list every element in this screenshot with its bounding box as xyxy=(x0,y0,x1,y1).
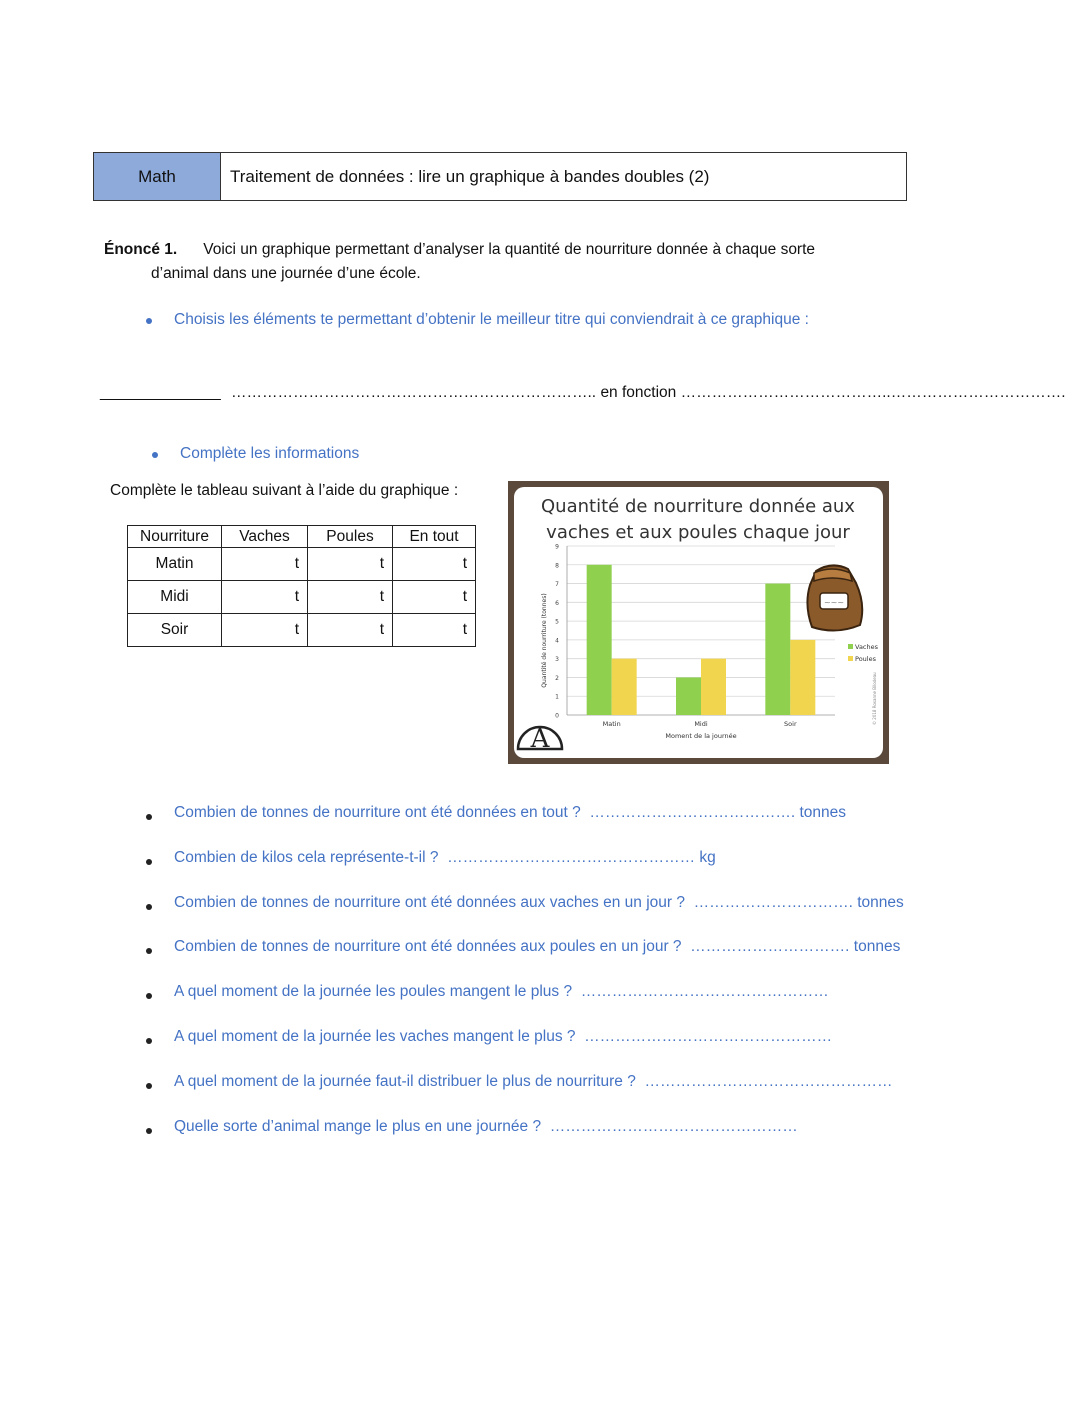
bullet-icon xyxy=(146,1038,152,1044)
y-tick-label: 0 xyxy=(555,712,559,720)
y-tick-label: 6 xyxy=(555,599,559,607)
question-item xyxy=(174,849,716,867)
y-tick-label: 1 xyxy=(555,693,559,701)
column-header: En tout xyxy=(393,526,476,548)
answer-blank[interactable]: …………………………. tonnes xyxy=(681,938,901,956)
instruction-title: Choisis les éléments te permettant d’obtenir le meilleur titre qui conviendrait à ce graphique : xyxy=(174,311,809,328)
bullet-icon xyxy=(146,948,152,954)
table-cell-input[interactable]: t xyxy=(393,614,476,647)
table-header-row xyxy=(128,526,476,548)
bar-vaches-soir xyxy=(765,584,790,715)
header-table xyxy=(93,152,907,201)
column-header: Vaches xyxy=(222,526,308,548)
food-sack-icon xyxy=(807,565,862,630)
enonce-line2: d’animal dans une journée d’une école. xyxy=(151,264,421,282)
question-text: Quelle sorte d’animal mange le plus en une journée ? xyxy=(174,1117,542,1135)
title-fill-line xyxy=(100,384,1066,402)
question-item xyxy=(174,938,900,956)
row-label: Soir xyxy=(128,614,222,647)
chart-title-line-2: vaches et aux poules chaque jour xyxy=(546,522,850,543)
title-dots-2[interactable]: …………………………………..……………………………. xyxy=(680,384,1066,401)
subject-cell: Math xyxy=(94,153,221,200)
answer-blank[interactable]: ………………………………………… xyxy=(572,983,829,1001)
answer-blank[interactable]: …………………………. tonnes xyxy=(685,893,904,911)
question-text: Combien de kilos cela représente-t-il ? xyxy=(174,848,439,866)
table-cell-input[interactable]: t xyxy=(393,581,476,614)
question-item xyxy=(174,1073,892,1091)
bullet-icon xyxy=(146,1083,152,1089)
answer-blank[interactable]: ………………………………………… xyxy=(575,1028,833,1045)
x-tick-label: Midi xyxy=(694,720,708,728)
chart-panel xyxy=(514,487,883,758)
title-blank[interactable]: ______________ xyxy=(100,384,221,401)
table-row xyxy=(128,581,476,614)
question-text: A quel moment de la journée les poules mangent le plus ? xyxy=(174,983,573,1001)
legend-label: Vaches xyxy=(855,643,879,651)
question-item xyxy=(174,894,904,912)
bar-vaches-matin xyxy=(587,565,612,715)
table-cell-input[interactable]: t xyxy=(308,548,393,581)
answer-blank[interactable]: …………………………………. tonnes xyxy=(580,804,846,821)
table-cell-input[interactable]: t xyxy=(222,548,308,581)
table-cell-input[interactable]: t xyxy=(393,548,476,581)
bar-vaches-midi xyxy=(676,677,701,715)
y-tick-label: 3 xyxy=(555,656,559,664)
bullet-icon xyxy=(146,814,152,820)
chart-credit: © 2018 Roxanne Bilodeau xyxy=(872,672,877,725)
y-tick-label: 5 xyxy=(555,618,559,626)
column-header: Nourriture xyxy=(128,526,222,548)
y-axis-label: Quantité de nourriture (tonnes) xyxy=(541,593,548,688)
table-intro: Complète le tableau suivant à l’aide du graphique : xyxy=(110,482,459,499)
table-row xyxy=(128,614,476,647)
bullet-icon xyxy=(146,993,152,999)
question-text: Combien de tonnes de nourriture ont été données aux vaches en un jour ? xyxy=(174,893,685,911)
y-tick-label: 7 xyxy=(555,581,559,589)
title-dots-1[interactable]: …………………………………………………………….. xyxy=(231,384,597,401)
answer-blank[interactable]: ………………………………………… xyxy=(541,1117,798,1135)
bullet-icon xyxy=(152,452,158,458)
x-tick-label: Matin xyxy=(602,720,621,728)
table-cell-input[interactable]: t xyxy=(308,581,393,614)
row-label: Midi xyxy=(128,581,222,614)
title-middle-text: en fonction xyxy=(600,384,677,401)
y-tick-label: 9 xyxy=(555,543,559,551)
question-text: A quel moment de la journée faut-il distribuer le plus de nourriture ? xyxy=(174,1072,636,1090)
legend-label: Poules xyxy=(855,655,876,663)
question-text: Combien de tonnes de nourriture ont été données aux poules en un jour ? xyxy=(174,938,682,956)
answer-blank[interactable]: ………………………………………… xyxy=(635,1072,893,1090)
enonce-label: Énoncé 1. xyxy=(104,241,178,258)
question-item xyxy=(174,804,846,822)
sack-label-icon: ~~~ xyxy=(823,598,845,607)
column-header: Poules xyxy=(308,526,393,548)
row-label: Matin xyxy=(128,548,222,581)
enonce-line1: Voici un graphique permettant d’analyser la quantité de nourriture donnée à chaque sorte xyxy=(203,241,816,258)
instruction-infos: Complète les informations xyxy=(180,445,360,462)
question-item xyxy=(174,983,829,1001)
bullet-icon xyxy=(146,1128,152,1134)
question-item xyxy=(174,1118,798,1136)
bullet-icon xyxy=(146,318,152,324)
y-tick-label: 4 xyxy=(555,637,559,645)
chart-card xyxy=(508,481,889,764)
y-tick-label: 8 xyxy=(555,562,559,570)
table-row xyxy=(128,548,476,581)
table-cell-input[interactable]: t xyxy=(222,614,308,647)
enonce-paragraph xyxy=(104,238,906,285)
bar-poules-matin xyxy=(612,659,637,715)
x-axis-label: Moment de la journée xyxy=(665,732,737,740)
chart-title-line-1: Quantité de nourriture donnée aux xyxy=(541,496,855,517)
table-cell-input[interactable]: t xyxy=(308,614,393,647)
worksheet-title: Traitement de données : lire un graphique à bandes doubles (2) xyxy=(230,166,710,186)
legend-swatch xyxy=(848,644,853,649)
legend-swatch xyxy=(848,656,853,661)
badge-a xyxy=(518,724,562,754)
badge-letter: A xyxy=(530,724,550,754)
bar-poules-soir xyxy=(790,640,815,715)
x-tick-label: Soir xyxy=(784,720,797,728)
bullet-icon xyxy=(146,859,152,865)
question-text: A quel moment de la journée les vaches mangent le plus ? xyxy=(174,1028,576,1045)
table-cell-input[interactable]: t xyxy=(222,581,308,614)
bullet-icon xyxy=(146,904,152,910)
question-item xyxy=(174,1028,832,1046)
y-tick-label: 2 xyxy=(555,674,559,682)
bar-chart xyxy=(514,487,883,758)
question-text: Combien de tonnes de nourriture ont été données en tout ? xyxy=(174,804,581,821)
data-table xyxy=(127,525,476,647)
bar-poules-midi xyxy=(701,659,726,715)
answer-blank[interactable]: ………………………………………… kg xyxy=(438,848,716,866)
